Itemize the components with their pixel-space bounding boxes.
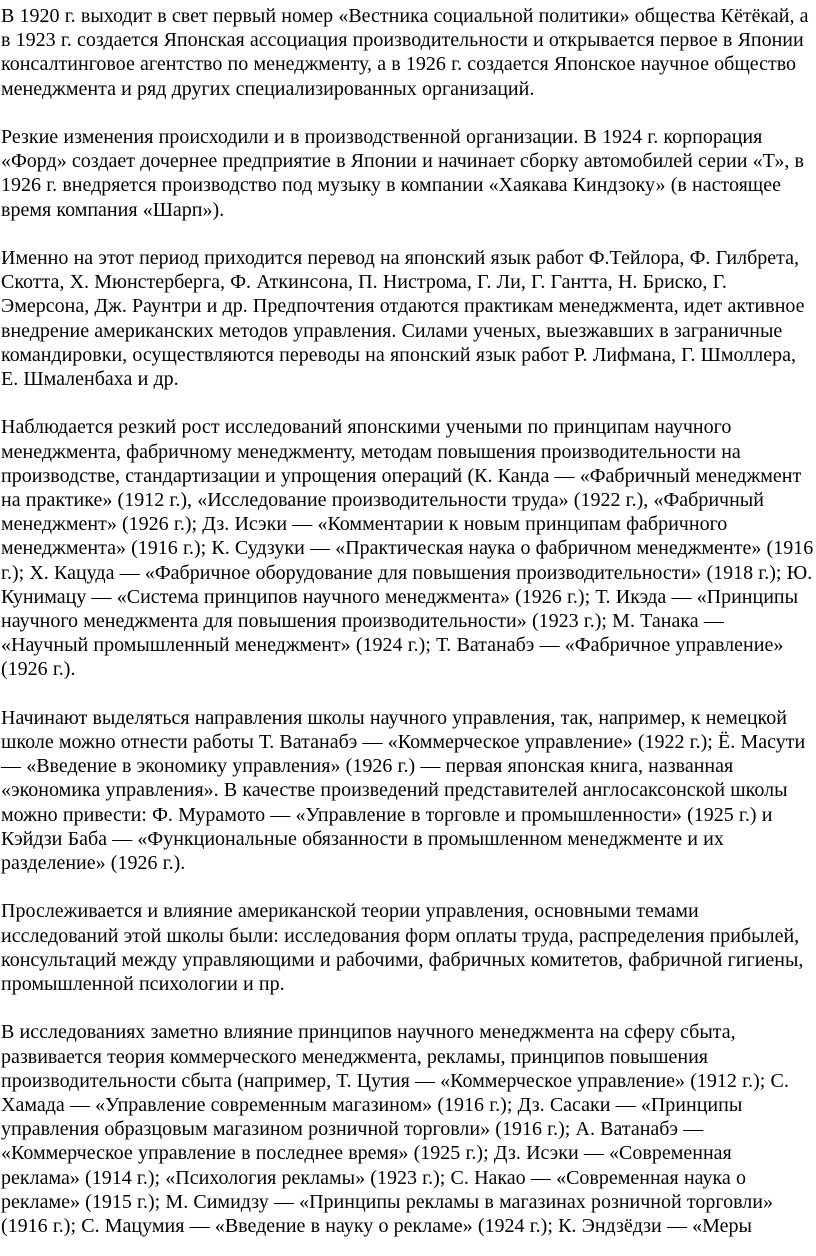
paragraph-3: Именно на этот период приходится перевод на японский язык работ Ф.Тейлора, Ф. Гилбрета, Скотта, Х. Мюнстерберга, Ф. Аткинсона, П. Нистрома, Г. Ли, Г. Гантта, Н. Бриско, Г. Эмерсона, Дж. Раунтри и др. Предпочтения отдаются практикам менеджмента, идет активное внедрение американских методов управления. Силами ученых, выезжавших в заграничные командировки, осуществляются переводы на японский язык работ Р. Лифмана, Г. Шмоллера, Е. Шмаленбаха и др.	[1, 247, 805, 391]
paragraph-1: В 1920 г. выходит в свет первый номер «Вестника социальной политики» общества Кётёкай, а в 1923 г. создается Японская ассоциация производительности и открывается первое в Японии консалтинговое агентство по менеджменту, а в 1926 г. создается Японское научное общество менеджмента и ряд других специализированных организаций.	[1, 5, 809, 100]
paragraph-2: Резкие изменения происходили и в производственной организации. В 1924 г. корпорация «Форд» создает дочернее предприятие в Японии и начинает сборку автомобилей серии «Т», в 1926 г. внедряется производство под музыку в компании «Хаякава Киндзоку» (в настоящее время компания «Шарп»).	[1, 126, 804, 221]
paragraph-4: Наблюдается резкий рост исследований японскими учеными по принципам научного менеджмента, фабричному менеджменту, методам повышения производительности на производстве, стандартизации и упрощения операций (К. Канда — «Фабричный менеджмент на практике» (1912 г.), «Исследование производительности труда» (1922 г.), «Фабричный менеджмент» (1926 г.); Дз. Исэки — «Комментарии к новым принципам фабричного менеджмента» (1916 г.); К. Судзуки — «Практическая наука о фабричном менеджменте» (1916 г.); Х. Кацуда — «Фабричное оборудование для повышения производительности» (1918 г.); Ю. Кунимацу — «Система принципов научного менеджмента» (1926 г.); Т. Икэда — «Принципы научного менеджмента для повышения производительности» (1923 г.); М. Танака — «Научный промышленный менеджмент» (1924 г.); Т. Ватанабэ — «Фабричное управление» (1926 г.).	[1, 416, 814, 681]
paragraph-7: В исследованиях заметно влияние принципов научного менеджмента на сферу сбыта, развивается теория коммерческого менеджмента, рекламы, принципов повышения производительности сбыта (например, Т. Цутия — «Коммерческое управление» (1912 г.); С. Хамада — «Управление современным магазином» (1916 г.); Дз. Сасаки — «Принципы управления образцовым магазином розничной торговли» (1916 г.); А. Ватанабэ — «Коммерческое управление в последнее время» (1925 г.); Дз. Исэки — «Современная реклама» (1914 г.); «Психология рекламы» (1923 г.); С. Накао — «Современная наука о рекламе» (1915 г.); М. Симидзу — «Принципы рекламы в магазинах розничной торговли» (1916 г.); С. Мацумия — «Введение в науку о рекламе» (1924 г.); К. Эндзёдзи — «Меры	[1, 1021, 789, 1238]
paragraph-6: Прослеживается и влияние американской теории управления, основными темами исследований этой школы были: исследования форм оплаты труда, распределения прибылей, консультаций между управляющими и рабочими, фабричных комитетов, фабричной гигиены, промышленной психологии и пр.	[1, 900, 804, 996]
paragraph-5: Начинают выделяться направления школы научного управления, так, например, к немецкой школе можно отнести работы Т. Ватанабэ — «Коммерческое управление» (1922 г.); Ё. Масути — «Введение в экономику управления» (1926 г.) — первая японская книга, названная «экономика управления». В качестве произведений представителей англосаксонской школы можно привести: Ф. Мурамото — «Управление в торговле и промышленности» (1925 г.) и Кэйдзи Баба — «Функциональные обязанности в промышленном менеджменте и их разделение» (1926 г.).	[1, 706, 806, 875]
